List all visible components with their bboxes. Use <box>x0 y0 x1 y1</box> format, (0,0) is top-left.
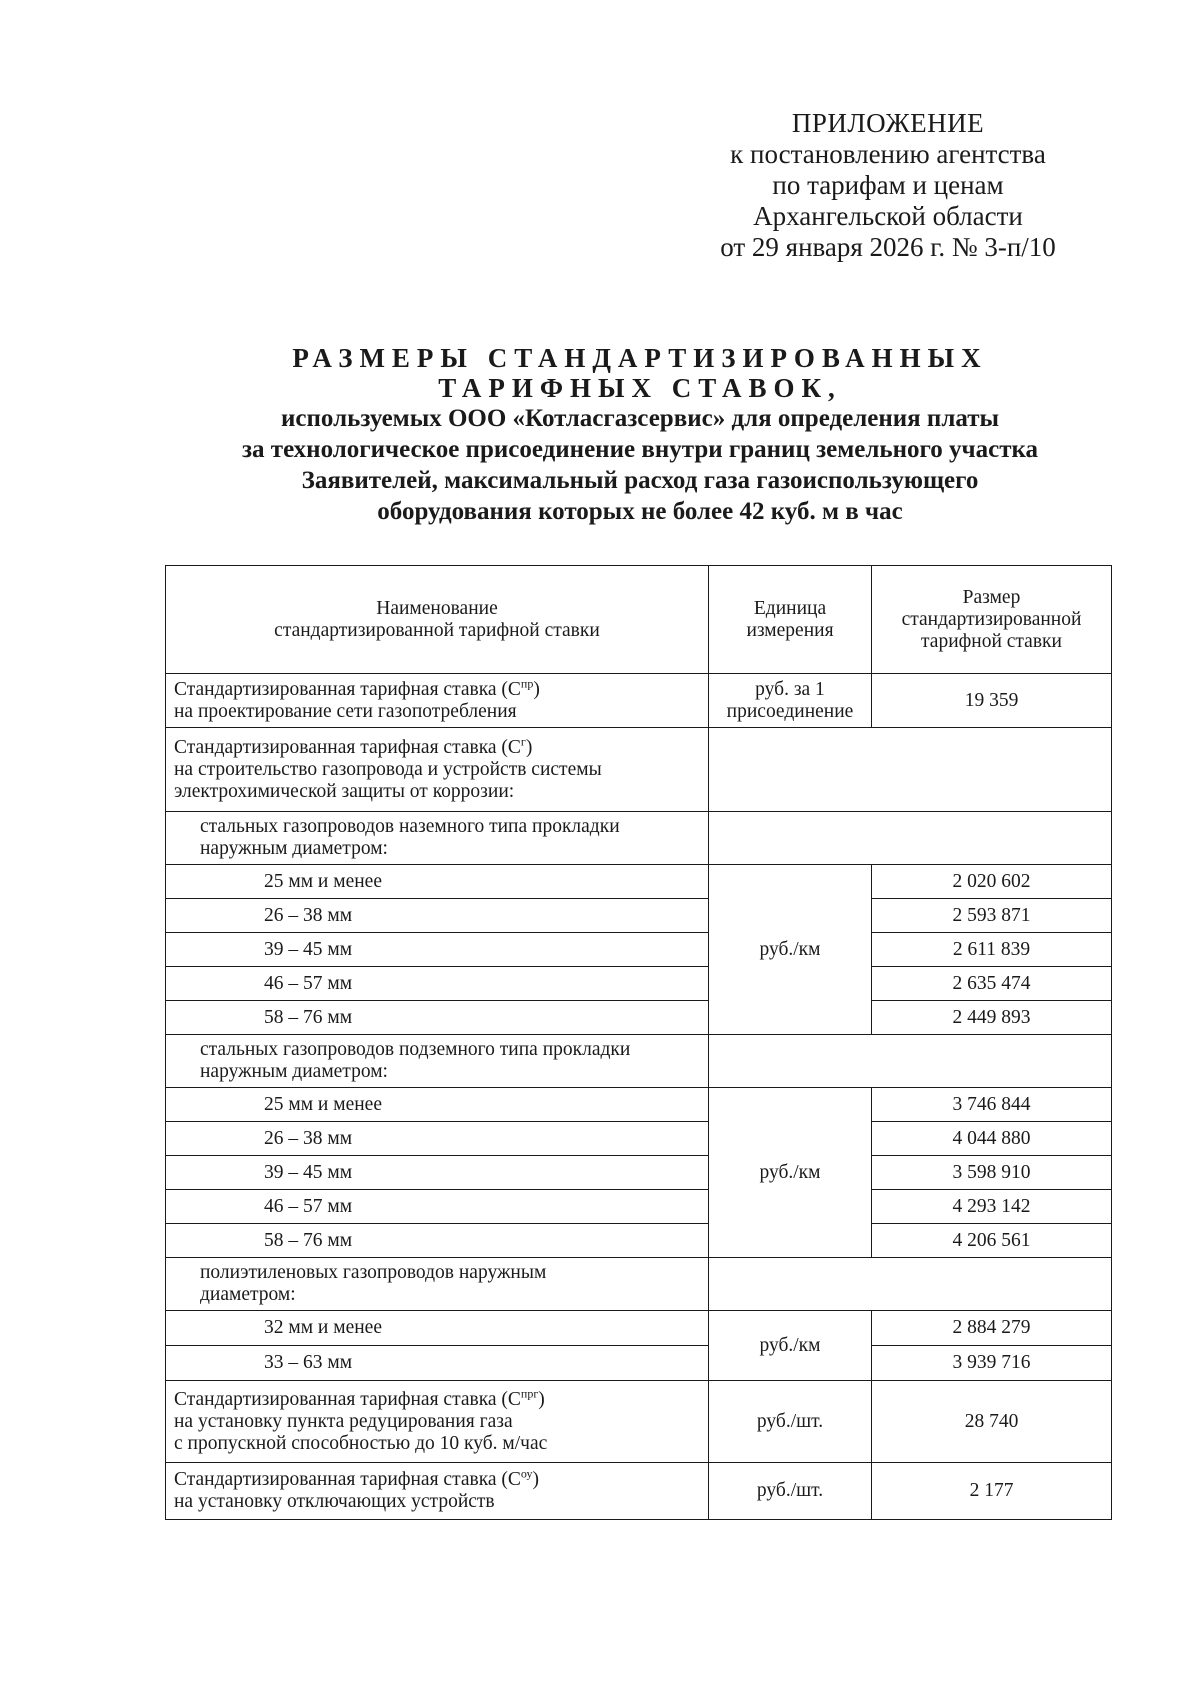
table-row <box>166 674 1112 728</box>
table-row <box>166 1156 1112 1190</box>
rate-unit: руб./шт. <box>709 1381 872 1463</box>
diameter-label: 25 мм и менее <box>166 865 709 899</box>
diameter-label: 58 – 76 мм <box>166 1001 709 1035</box>
subgroup-name <box>166 1258 709 1311</box>
table-row <box>166 1463 1112 1520</box>
empty-cell <box>709 812 1112 865</box>
subgroup-text: наружным диаметром: <box>200 838 388 859</box>
header-text: стандартизированной <box>901 608 1082 630</box>
diameter-label: 26 – 38 мм <box>166 1122 709 1156</box>
table-row <box>166 1001 1112 1035</box>
rate-text: на проектирование сети газопотребления <box>174 700 517 722</box>
rate-text: на установку пункта редуцирования газа <box>174 1410 513 1432</box>
diameter-label: 26 – 38 мм <box>166 899 709 933</box>
heading-line: оборудования которых не более 42 куб. м в час <box>377 498 903 525</box>
table-row <box>166 1190 1112 1224</box>
rate-text: ) <box>538 1388 545 1410</box>
diameter-label: 33 – 63 мм <box>166 1346 709 1381</box>
rate-unit: руб./км <box>709 865 872 1035</box>
rate-sup: прг <box>520 1386 539 1400</box>
header-text: стандартизированной тарифной ставки <box>274 619 600 641</box>
subgroup-text: стальных газопроводов наземного типа прокладки <box>200 816 620 837</box>
diameter-label: 25 мм и менее <box>166 1088 709 1122</box>
table-row <box>166 899 1112 933</box>
appendix-date: от 29 января 2026 г. № 3-п/10 <box>720 232 1056 262</box>
rate-sup: г <box>520 734 526 748</box>
appendix-line: Архангельской области <box>753 201 1023 231</box>
header-text: измерения <box>746 619 834 641</box>
rate-text: на установку отключающих устройств <box>174 1491 495 1512</box>
rate-sup: пр <box>520 676 534 690</box>
header-text: Единица <box>753 597 827 619</box>
header-text: Наименование <box>376 597 498 619</box>
rate-value: 4 206 561 <box>872 1224 1112 1258</box>
rate-text: Стандартизированная тарифная ставка (С <box>174 678 521 700</box>
subgroup-text: полиэтиленовых газопроводов наружным <box>200 1262 547 1283</box>
table-row <box>166 865 1112 899</box>
table-row <box>166 1088 1112 1122</box>
appendix-line: по тарифам и ценам <box>772 170 1004 200</box>
rate-unit: руб./км <box>709 1311 872 1381</box>
rate-text: ) <box>525 736 533 758</box>
table-row <box>166 1381 1112 1463</box>
heading-line: используемых ООО «Котласгазсервис» для определения платы <box>281 405 999 432</box>
empty-cell <box>709 728 1112 812</box>
diameter-label: 46 – 57 мм <box>166 967 709 1001</box>
heading-line: за технологическое присоединение внутри границ земельного участка <box>242 436 1038 463</box>
rate-text: Стандартизированная тарифная ставка (С <box>174 1388 521 1410</box>
table-header-row <box>166 566 1112 674</box>
column-header-name <box>166 566 709 674</box>
column-header-value <box>872 566 1112 674</box>
column-header-unit <box>709 566 872 674</box>
table-row <box>166 1258 1112 1311</box>
header-text: тарифной ставки <box>921 630 1062 652</box>
rate-value: 3 746 844 <box>872 1088 1112 1122</box>
rate-text: ) <box>532 1469 539 1490</box>
heading-line: Заявителей, максимальный расход газа газоиспользующего <box>301 467 979 494</box>
subgroup-name <box>166 812 709 865</box>
table-row <box>166 967 1112 1001</box>
rate-value: 2 020 602 <box>872 865 1112 899</box>
rate-value: 2 593 871 <box>872 899 1112 933</box>
empty-cell <box>709 1035 1112 1088</box>
rate-value: 2 177 <box>872 1463 1112 1520</box>
rate-text: с пропускной способностью до 10 куб. м/час <box>174 1432 548 1454</box>
rate-value: 28 740 <box>872 1381 1112 1463</box>
rate-value: 3 939 716 <box>872 1346 1112 1381</box>
unit-text: присоединение <box>726 700 854 722</box>
table-row <box>166 728 1112 812</box>
empty-cell <box>709 1258 1112 1311</box>
header-text: Размер <box>962 586 1021 608</box>
rate-name <box>166 1381 709 1463</box>
rate-value: 2 449 893 <box>872 1001 1112 1035</box>
rate-text: на строительство газопровода и устройств системы <box>174 758 602 780</box>
rate-sup: оу <box>520 1466 533 1481</box>
rate-text: Стандартизированная тарифная ставка (С <box>174 1469 521 1490</box>
rate-unit <box>709 674 872 728</box>
rate-unit: руб./шт. <box>709 1463 872 1520</box>
table-row <box>166 1224 1112 1258</box>
tariff-table <box>165 565 1112 1520</box>
table-row <box>166 1035 1112 1088</box>
rate-value: 4 293 142 <box>872 1190 1112 1224</box>
table-row <box>166 812 1112 865</box>
subgroup-text: наружным диаметром: <box>200 1061 388 1082</box>
diameter-label: 39 – 45 мм <box>166 933 709 967</box>
rate-value: 2 635 474 <box>872 967 1112 1001</box>
rate-value: 2 611 839 <box>872 933 1112 967</box>
document-heading <box>160 343 1120 527</box>
subgroup-text: диаметром: <box>200 1284 296 1305</box>
diameter-label: 32 мм и менее <box>166 1311 709 1346</box>
heading-line: РАЗМЕРЫ СТАНДАРТИЗИРОВАННЫХ <box>292 343 988 373</box>
rate-unit: руб./км <box>709 1088 872 1258</box>
table-row <box>166 933 1112 967</box>
rate-value: 2 884 279 <box>872 1311 1112 1346</box>
appendix-line: к постановлению агентства <box>730 139 1046 169</box>
rate-value: 3 598 910 <box>872 1156 1112 1190</box>
heading-line: ТАРИФНЫХ СТАВОК, <box>438 373 842 403</box>
rate-name <box>166 674 709 728</box>
appendix-header <box>690 108 1086 263</box>
subgroup-text: стальных газопроводов подземного типа прокладки <box>200 1039 631 1060</box>
rate-value: 4 044 880 <box>872 1122 1112 1156</box>
table-row <box>166 1346 1112 1381</box>
table-row <box>166 1122 1112 1156</box>
rate-name <box>166 728 709 812</box>
rate-value: 19 359 <box>872 674 1112 728</box>
rate-name <box>166 1463 709 1520</box>
unit-text: руб. за 1 <box>755 678 825 700</box>
diameter-label: 58 – 76 мм <box>166 1224 709 1258</box>
rate-text: ) <box>533 678 540 700</box>
table-row <box>166 1311 1112 1346</box>
rate-text: электрохимической защиты от коррозии: <box>174 780 515 802</box>
diameter-label: 39 – 45 мм <box>166 1156 709 1190</box>
subgroup-name <box>166 1035 709 1088</box>
appendix-title: ПРИЛОЖЕНИЕ <box>791 108 985 138</box>
rate-text: Стандартизированная тарифная ставка (С <box>174 736 521 758</box>
diameter-label: 46 – 57 мм <box>166 1190 709 1224</box>
